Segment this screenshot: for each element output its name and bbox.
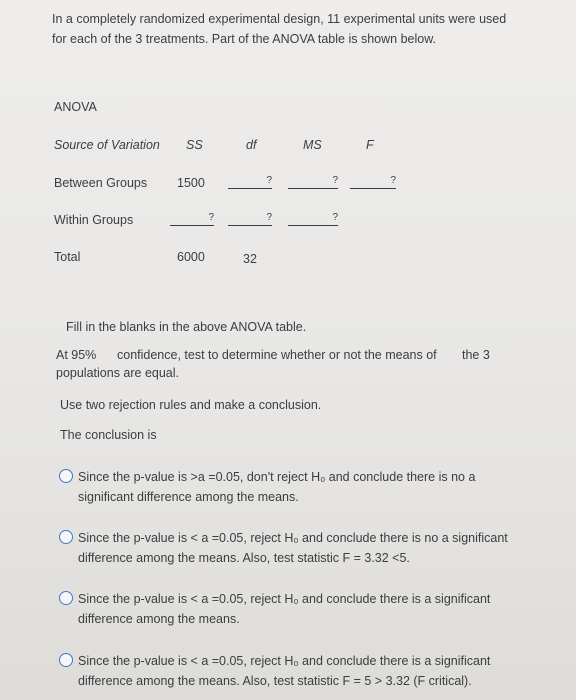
option-2-line-1: Since the p-value is < a =0.05, reject H₀ and conclude there is no a significant [78,531,508,545]
question-line-2: populations are equal. [56,366,180,380]
row-between-label: Between Groups [54,176,148,190]
row-between-df-blank[interactable]: ? [228,174,272,189]
radio-option-1[interactable] [59,469,73,483]
row-between-f-blank[interactable]: ? [350,174,396,189]
question-part-3: the 3 [462,348,490,362]
row-within-ms-blank[interactable]: ? [288,211,338,226]
radio-option-4[interactable] [59,653,73,667]
row-total-label: Total [54,250,81,264]
header-ss: SS [186,138,203,152]
option-4-line-2: difference among the means. Also, test statistic F = 5 > 3.32 (F critical). [78,674,472,688]
anova-title: ANOVA [54,100,97,114]
row-total-ss: 6000 [177,250,205,264]
header-f: F [366,138,374,152]
option-1-line-1: Since the p-value is >a =0.05, don't reject H₀ and conclude there is no a [78,470,476,484]
radio-option-3[interactable] [59,591,73,605]
rules-instruction: Use two rejection rules and make a conclusion. [60,398,322,412]
row-between-ss: 1500 [177,176,205,190]
option-1-line-2: significant difference among the means. [78,490,299,504]
header-ms: MS [303,138,322,152]
fill-instruction: Fill in the blanks in the above ANOVA table. [66,320,307,334]
row-within-ss-blank[interactable]: ? [170,211,214,226]
intro-line-2: for each of the 3 treatments. Part of the ANOVA table is shown below. [52,32,437,46]
conclusion-label: The conclusion is [60,428,157,442]
row-within-label: Within Groups [54,213,134,227]
row-within-df-blank[interactable]: ? [228,211,272,226]
question-part-2: confidence, test to determine whether or not the means of [117,348,437,362]
option-3-line-2: difference among the means. [78,612,240,626]
row-total-df: 32 [243,252,257,266]
row-between-ms-blank[interactable]: ? [288,174,338,189]
option-3-line-1: Since the p-value is < a =0.05, reject H₀ and conclude there is a significant [78,592,491,606]
header-source: Source of Variation [54,138,160,152]
intro-line-1: In a completely randomized experimental design, 11 experimental units were used [52,12,507,26]
radio-option-2[interactable] [59,530,73,544]
question-part-1: At 95% [56,348,97,362]
option-2-line-2: difference among the means. Also, test statistic F = 3.32 <5. [78,551,410,565]
option-4-line-1: Since the p-value is < a =0.05, reject H₀ and conclude there is a significant [78,654,491,668]
header-df: df [246,138,257,152]
